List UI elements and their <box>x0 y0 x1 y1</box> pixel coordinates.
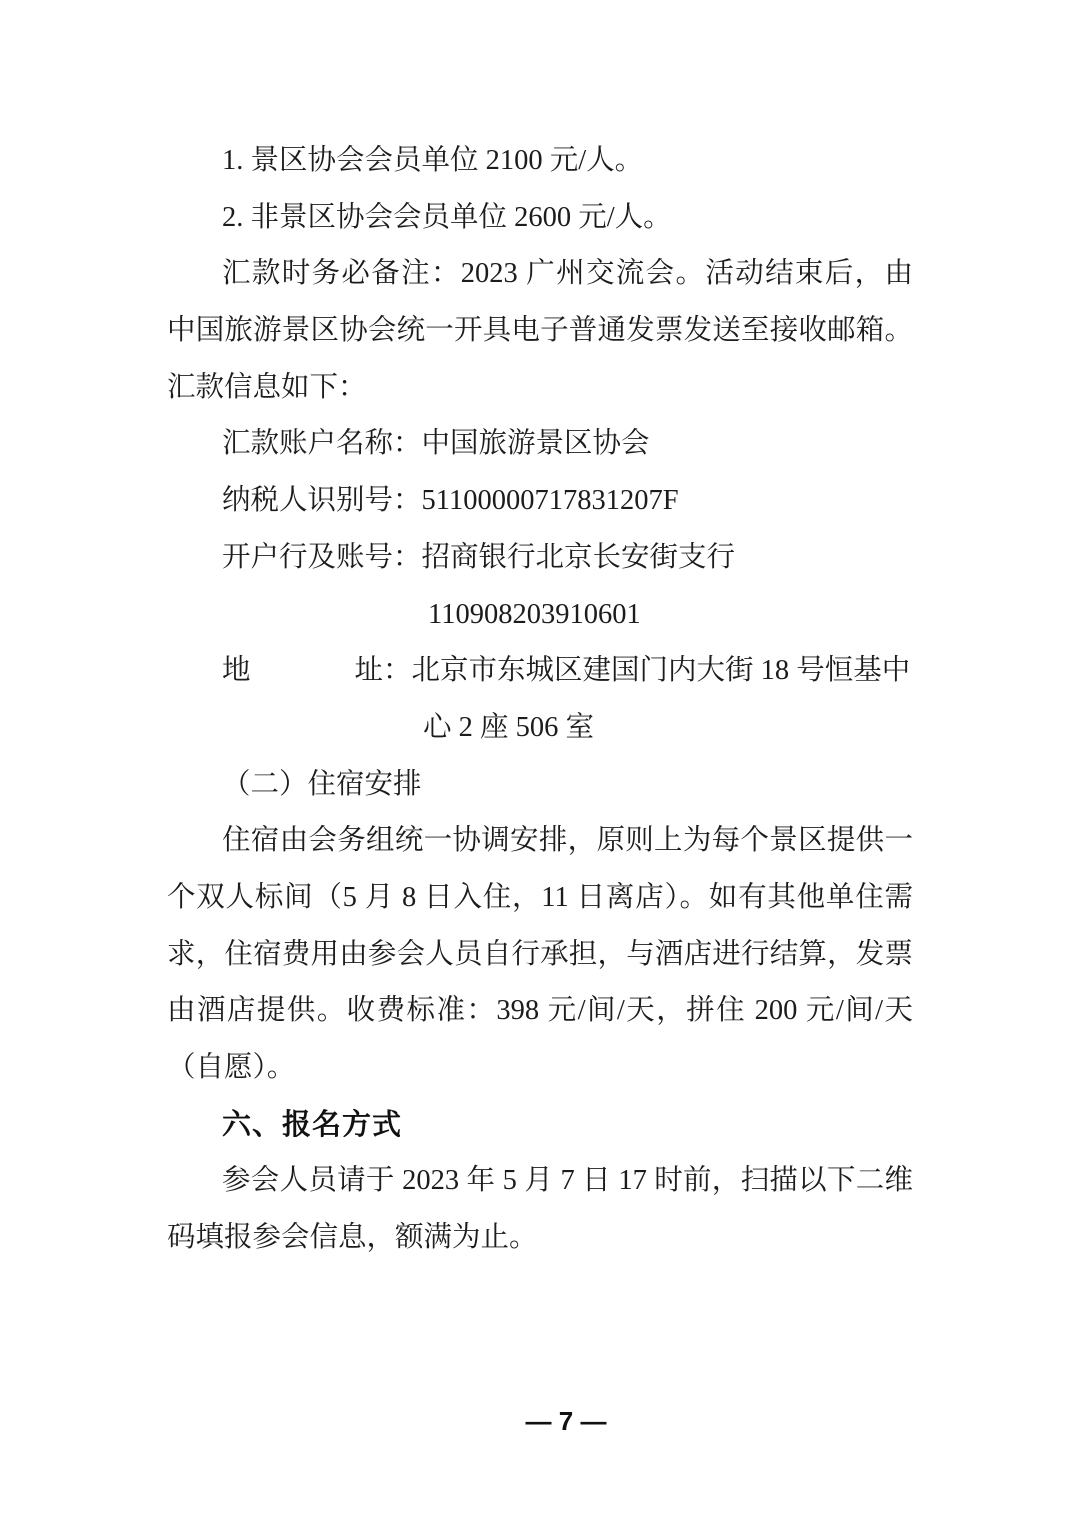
remit-bank-account-number <box>167 587 913 644</box>
lodging-paragraph-line-3-text: 求，住宿费用由参会人员自行承担，与酒店进行结算，发票 <box>167 938 913 970</box>
remit-paragraph-line-3 <box>167 360 913 417</box>
remit-address-line-1 <box>167 643 913 700</box>
lodging-paragraph-line-2 <box>167 870 913 927</box>
address-line-2-text: 心 2 座 506 室 <box>423 711 595 743</box>
remit-paragraph-line-2 <box>167 303 913 360</box>
section-heading-lodging-text: （二）住宿安排 <box>222 768 422 800</box>
lodging-paragraph-line-5-text: （自愿）。 <box>167 1052 296 1083</box>
remit-tax-id <box>167 473 913 530</box>
lodging-paragraph-line-1 <box>167 813 913 870</box>
fee-item-1 <box>167 133 913 190</box>
page-number <box>0 1406 1080 1437</box>
lodging-paragraph-line-4-text: 由酒店提供。收费标准：398 元/间/天，拼住 200 元/间/天 <box>167 995 913 1027</box>
lodging-paragraph-line-4 <box>167 983 913 1040</box>
remit-account-name-text: 汇款账户名称：中国旅游景区协会 <box>222 428 650 460</box>
remit-account-name <box>167 416 913 473</box>
page-number-text: — 7 — <box>525 1406 607 1436</box>
signup-paragraph-line-2 <box>167 1210 913 1267</box>
lodging-paragraph-line-2-text: 个双人标间（5 月 8 日入住，11 日离店）。如有其他单住需 <box>167 881 913 913</box>
section-heading-signup <box>167 1097 913 1154</box>
remit-paragraph-line-1 <box>167 246 913 303</box>
lodging-paragraph-line-3 <box>167 927 913 984</box>
section-heading-signup-text: 六、报名方式 <box>222 1108 403 1141</box>
address-label: 地 <box>222 655 251 687</box>
document-body <box>167 133 913 1267</box>
signup-paragraph-line-2-text: 码填报参会信息，额满为止。 <box>167 1222 538 1254</box>
section-heading-lodging <box>167 757 913 814</box>
lodging-paragraph-line-5 <box>167 1040 913 1097</box>
remit-paragraph-line-3-text: 汇款信息如下： <box>167 371 367 403</box>
fee-item-2-text: 2. 非景区协会会员单位 2600 元/人。 <box>222 201 672 233</box>
fee-item-2 <box>167 190 913 247</box>
fee-item-1-text: 1. 景区协会会员单位 2100 元/人。 <box>222 145 644 176</box>
remit-bank-account-number-text: 110908203910601 <box>428 598 641 630</box>
remit-paragraph-line-1-text: 汇款时务必备注：2023 广州交流会。活动结束后，由 <box>222 258 913 290</box>
remit-bank-branch-text: 开户行及账号：招商银行北京长安街支行 <box>222 541 736 573</box>
remit-tax-id-text: 纳税人识别号：51100000717831207F <box>222 485 679 517</box>
remit-address-line-2 <box>167 700 913 757</box>
lodging-paragraph-line-1-text: 住宿由会务组统一协调安排，原则上为每个景区提供一 <box>222 825 913 857</box>
remit-paragraph-line-2-text: 中国旅游景区协会统一开具电子普通发票发送至接收邮箱。 <box>167 315 913 347</box>
remit-bank-branch <box>167 530 913 587</box>
signup-paragraph-line-1 <box>167 1153 913 1210</box>
address-line-1-text: 址：北京市东城区建国门内大街 18 号恒基中 <box>354 655 911 687</box>
signup-paragraph-line-1-text: 参会人员请于 2023 年 5 月 7 日 17 时前，扫描以下二维 <box>222 1165 913 1197</box>
